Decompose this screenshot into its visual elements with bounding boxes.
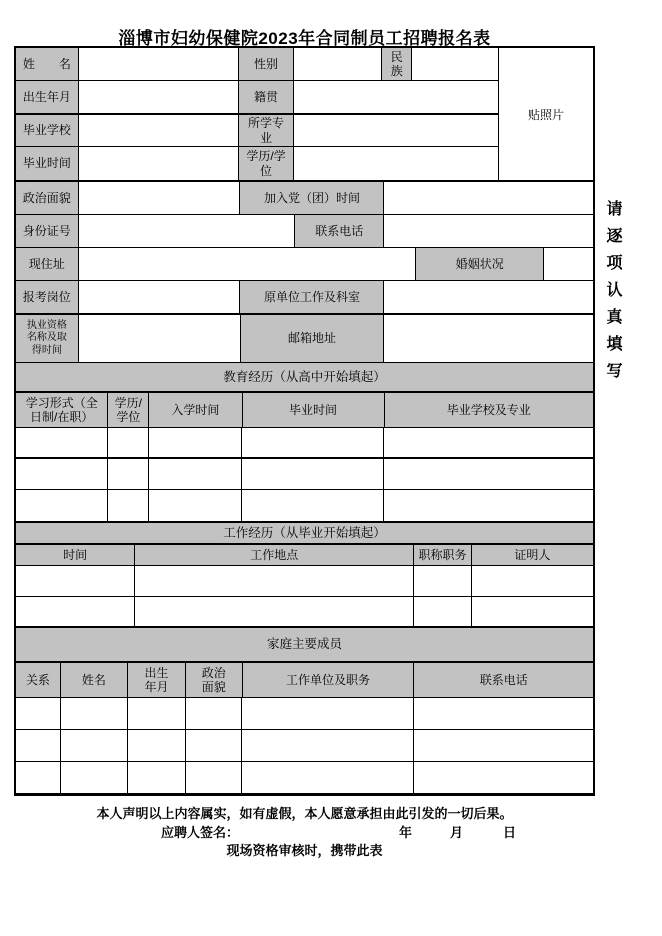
major-label: 所学专业 (239, 115, 295, 146)
work-cell-reference[interactable] (472, 566, 593, 596)
family-cell-name[interactable] (61, 698, 129, 729)
education-column-header (16, 393, 593, 428)
education-row-3 (16, 490, 593, 523)
family-cell-relation[interactable] (16, 730, 61, 761)
form-footer (14, 806, 595, 859)
family-cell-unit[interactable] (242, 698, 414, 729)
family-col-unit: 工作单位及职务 (243, 663, 415, 697)
gender-input[interactable] (294, 48, 382, 80)
native-place-input[interactable] (294, 81, 498, 113)
id-number-input[interactable] (79, 215, 296, 247)
email-input[interactable] (384, 315, 593, 362)
family-cell-birth[interactable] (128, 698, 186, 729)
family-cell-political[interactable] (186, 698, 243, 729)
edu-cell-degree[interactable] (108, 428, 149, 457)
row-birth-date (16, 81, 498, 115)
work-column-header (16, 545, 593, 566)
family-cell-phone[interactable] (414, 762, 593, 793)
grad-time-label: 毕业时间 (16, 147, 79, 180)
major-input[interactable] (294, 115, 498, 146)
page-title: 淄博市妇幼保健院2023年合同制员工招聘报名表 (118, 29, 491, 48)
edu-cell-grad-time[interactable] (242, 428, 384, 457)
grad-time-input[interactable] (79, 147, 239, 180)
work-cell-place[interactable] (135, 597, 414, 626)
family-cell-unit[interactable] (242, 730, 414, 761)
row-name (16, 48, 498, 81)
name-label: 姓 名 (16, 48, 79, 80)
edu-cell-grad-time[interactable] (242, 490, 384, 521)
applied-position-label: 报考岗位 (16, 281, 79, 313)
edu-col-degree: 学历/学位 (108, 393, 149, 427)
family-col-political: 政治面貌 (186, 663, 243, 697)
phone-label: 联系电话 (295, 215, 384, 247)
edu-cell-grad-time[interactable] (242, 459, 384, 489)
work-header-label: 工作经历（从毕业开始填起） (16, 523, 593, 543)
row-grad-school (16, 115, 498, 147)
qualification-input[interactable] (79, 315, 241, 362)
side-note: 请逐项认真填写 (604, 200, 621, 389)
family-cell-political[interactable] (186, 762, 243, 793)
work-row-1 (16, 566, 593, 597)
qualification-label: 执业资格名称及取得时间 (16, 315, 79, 362)
declaration-text: 本人声明以上内容属实，如有虚假，本人愿意承担由此引发的一切后果。 (96, 806, 513, 821)
applied-position-input[interactable] (79, 281, 241, 313)
family-cell-name[interactable] (61, 762, 129, 793)
basic-info-section (16, 48, 593, 182)
month-label: 月 (450, 824, 464, 840)
work-section-header (16, 523, 593, 545)
family-col-name: 姓名 (61, 663, 129, 697)
party-join-time-input[interactable] (384, 182, 593, 214)
original-unit-input[interactable] (384, 281, 593, 313)
work-col-time: 时间 (16, 545, 135, 565)
email-label: 邮箱地址 (241, 315, 385, 362)
degree-input[interactable] (294, 147, 498, 180)
family-cell-relation[interactable] (16, 762, 61, 793)
edu-cell-degree[interactable] (108, 490, 149, 521)
edu-col-enroll-time: 入学时间 (149, 393, 242, 427)
edu-cell-study-form[interactable] (16, 490, 108, 521)
work-cell-time[interactable] (16, 566, 135, 596)
edu-col-study-form: 学习形式（全日制/在职） (16, 393, 108, 427)
edu-cell-school-major[interactable] (384, 490, 593, 521)
family-cell-relation[interactable] (16, 698, 61, 729)
work-cell-place[interactable] (135, 566, 414, 596)
degree-label: 学历/学位 (239, 147, 295, 180)
family-cell-birth[interactable] (128, 762, 186, 793)
birth-date-input[interactable] (79, 81, 239, 113)
party-join-time-label: 加入党（团）时间 (240, 182, 384, 214)
ethnicity-input[interactable] (412, 48, 498, 80)
signature-line (14, 825, 595, 841)
row-political-status (16, 182, 593, 215)
family-col-birth: 出生年月 (128, 663, 186, 697)
family-cell-phone[interactable] (414, 698, 593, 729)
marital-status-label: 婚姻状况 (416, 248, 544, 280)
family-section-header (16, 628, 593, 663)
family-cell-unit[interactable] (242, 762, 414, 793)
basic-info-grid (16, 48, 499, 180)
work-col-place: 工作地点 (135, 545, 414, 565)
work-cell-time[interactable] (16, 597, 135, 626)
education-header-label: 教育经历（从高中开始填起） (16, 363, 593, 391)
native-place-label: 籍贯 (239, 81, 295, 113)
education-row-2 (16, 459, 593, 490)
edu-cell-degree[interactable] (108, 459, 149, 489)
edu-col-school-major: 毕业学校及专业 (385, 393, 593, 427)
review-note: 现场资格审核时，携带此表 (226, 843, 383, 859)
phone-input[interactable] (384, 215, 593, 247)
photo-area[interactable] (499, 48, 593, 180)
work-cell-title[interactable] (414, 566, 472, 596)
family-cell-phone[interactable] (414, 730, 593, 761)
grad-school-label: 毕业学校 (16, 115, 79, 146)
family-column-header (16, 663, 593, 698)
family-row-1 (16, 698, 593, 730)
political-status-label: 政治面貌 (16, 182, 79, 214)
family-header-label: 家庭主要成员 (16, 628, 593, 661)
edu-cell-study-form[interactable] (16, 428, 108, 457)
family-row-2 (16, 730, 593, 762)
political-status-input[interactable] (79, 182, 241, 214)
row-qualification (16, 315, 593, 363)
edu-cell-enroll-time[interactable] (149, 490, 242, 521)
edu-col-grad-time: 毕业时间 (243, 393, 385, 427)
work-cell-reference[interactable] (472, 597, 593, 626)
edu-cell-school-major[interactable] (384, 459, 593, 489)
original-unit-label: 原单位工作及科室 (240, 281, 384, 313)
application-form (14, 46, 595, 796)
id-number-label: 身份证号 (16, 215, 79, 247)
edu-cell-enroll-time[interactable] (149, 459, 242, 489)
family-cell-birth[interactable] (128, 730, 186, 761)
row-applied-position (16, 281, 593, 315)
family-cell-name[interactable] (61, 730, 129, 761)
family-col-phone: 联系电话 (414, 663, 593, 697)
address-label: 现住址 (16, 248, 79, 280)
work-row-2 (16, 597, 593, 628)
photo-label: 贴照片 (527, 107, 564, 122)
gender-label: 性别 (239, 48, 295, 80)
row-grad-time (16, 147, 498, 180)
family-col-relation: 关系 (16, 663, 61, 697)
address-input[interactable] (79, 248, 417, 280)
grad-school-input[interactable] (79, 115, 239, 146)
family-cell-political[interactable] (186, 730, 243, 761)
edu-cell-enroll-time[interactable] (149, 428, 242, 457)
name-input[interactable] (79, 48, 239, 80)
birth-date-label: 出生年月 (16, 81, 79, 113)
row-id-number (16, 215, 593, 248)
edu-cell-school-major[interactable] (384, 428, 593, 457)
signature-label: 应聘人签名： (161, 824, 240, 840)
work-col-reference: 证明人 (472, 545, 593, 565)
marital-status-input[interactable] (544, 248, 593, 280)
education-row-1 (16, 428, 593, 459)
education-section-header (16, 363, 593, 393)
year-label: 年 (399, 824, 413, 840)
work-col-title: 职称职务 (414, 545, 472, 565)
edu-cell-study-form[interactable] (16, 459, 108, 489)
ethnicity-label: 民族 (382, 48, 412, 80)
day-label: 日 (503, 824, 517, 840)
row-address (16, 248, 593, 281)
work-cell-title[interactable] (414, 597, 472, 626)
family-row-3 (16, 762, 593, 793)
